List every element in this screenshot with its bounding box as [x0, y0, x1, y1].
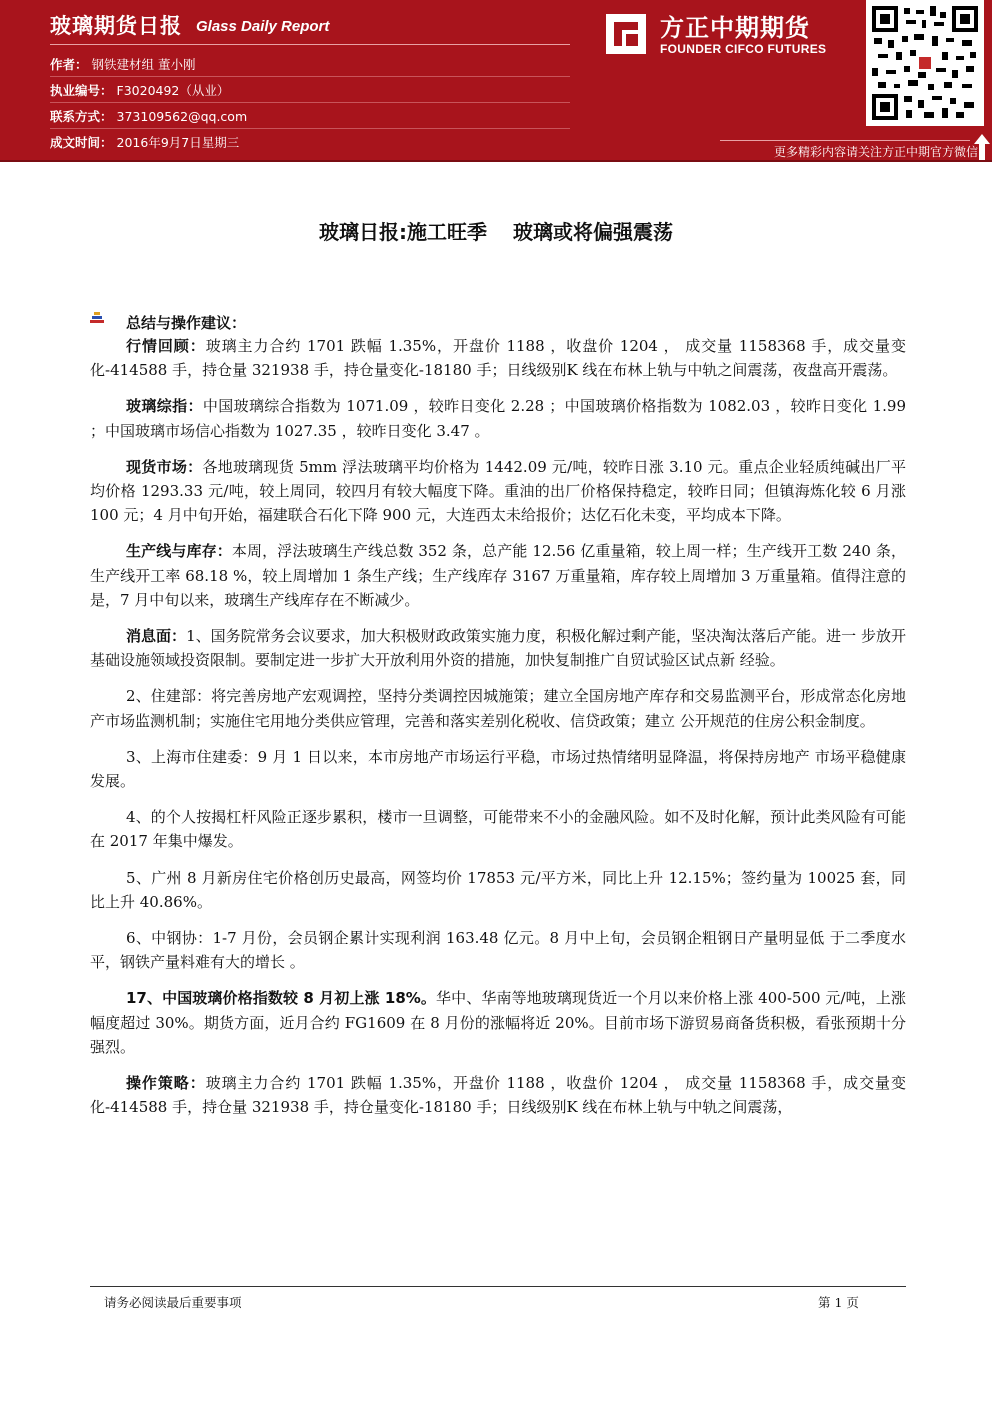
paragraph-text: 1、国务院常务会议要求，加大积极财政政策实施力度，积极化解过剩产能，坚决淘汰落后产能。进一 步放开基础设施领域投资限制。要制定进一步扩大开放利用外资的措施，加快复制推广自贸试验区试点新 经验。 — [90, 627, 906, 670]
up-arrow-icon — [974, 134, 990, 160]
paragraph-text: 玻璃主力合约 1701 跌幅 1.35%，开盘价 1188 ，收盘价 1204 ， 成交量 1158368 手，成交量变化-414588 手，持仓量 321938 手，持仓量变化-18180 手；日线级别K 线在布林上轨与中轨之间震荡， — [90, 1074, 906, 1117]
meta-divider — [50, 128, 570, 129]
meta-value: 钢铁建材组 董小刚 — [91, 57, 196, 72]
report-title-en: Glass Daily Report — [196, 18, 330, 35]
meta-license — [50, 81, 229, 99]
header-bottom-stripe — [0, 160, 992, 162]
paragraph-news — [90, 624, 906, 672]
paragraph-text: 本周，浮法玻璃生产线总数 352 条，总产能 12.56 亿重量箱，较上周一样；生产线开工数 240 条，生产线开工率 68.18 %，较上周增加 1 条生产线；生产线库存 3167 万重量箱，库存较上周增加 3 万重量箱。值得注意的是，7 月中旬以来，玻璃生产线库存在不断减少。 — [90, 542, 906, 609]
report-body — [90, 334, 906, 1131]
paragraph-news-item — [90, 986, 906, 1059]
document-title — [0, 216, 992, 245]
title-part-2: 玻璃或将偏强震荡 — [513, 220, 673, 244]
footer-divider — [90, 1286, 906, 1287]
paragraph-news-item — [90, 805, 906, 853]
report-title-cn: 玻璃期货日报 — [50, 14, 182, 38]
paragraph-text: 3、上海市住建委：9 月 1 日以来，本市房地产市场运行平稳，市场过热情绪明显降温，将保持房地产 市场平稳健康发展。 — [90, 747, 906, 791]
meta-divider — [50, 102, 570, 103]
paragraph-text: 6、中钢协：1-7 月份，会员钢企累计实现利润 163.48 亿元。8 月中上旬，会员钢企粗钢日产量明显低 于二季度水平，钢铁产量料难有大的增长 。 — [90, 929, 906, 972]
paragraph-text: 各地玻璃现货 5mm 浮法玻璃平均价格为 1442.09 元/吨，较昨日涨 3.10 元。重点企业轻质纯碱出厂平均价格 1293.33 元/吨，较上周同，较四月有较大幅度下降。重油的出厂价格保持稳定，较昨日同；但镇海炼化较 6 月涨 100 元；4 月中旬开始，福建联合石化下降 900 元，大连西太未给报价；达亿石化未变，平均成本下降。 — [90, 457, 906, 525]
meta-value: F3020492（从业） — [116, 83, 230, 98]
meta-label: 作者： — [50, 57, 88, 72]
report-header — [0, 0, 992, 162]
founder-logo-icon — [604, 12, 648, 56]
page-number: 第 1 页 — [818, 1295, 859, 1310]
section-heading: 总结与操作建议： — [126, 314, 247, 332]
paragraph-key: 17、中国玻璃价格指数较 8 月初上涨 18%。 — [126, 989, 437, 1008]
paragraph-key: 玻璃综指： — [126, 397, 203, 416]
section-bullet-icon — [90, 312, 104, 326]
paragraph-key: 现货市场： — [126, 457, 203, 476]
qr-code — [866, 0, 984, 126]
paragraph-text: 2、住建部：将完善房地产宏观调控，坚持分类调控因城施策；建立全国房地产库存和交易监测平台，形成常态化房地产市场监测机制；实施住宅用地分类供应管理，完善和落实差别化税收、信贷政策；建立 公开规范的住房公积金制度。 — [90, 687, 906, 730]
paragraph-key: 生产线与库存： — [126, 542, 232, 561]
paragraph-text: 4、的个人按揭杠杆风险正逐步累积，楼市一旦调整，可能带来不小的金融风险。如不及时化解，预计此类风险有可能在 2017 年集中爆发。 — [90, 808, 906, 851]
meta-value: 2016年9月7日星期三 — [116, 135, 240, 150]
logo-text-en: FOUNDER CIFCO FUTURES — [660, 42, 827, 56]
paragraph-news-item — [90, 745, 906, 793]
paragraph-strategy — [90, 1071, 906, 1119]
footer-notice: 请务必阅读最后重要事项 — [104, 1295, 242, 1310]
paragraph-text: 5、广州 8 月新房住宅价格创历史最高，网签均价 17853 元/平方米，同比上升 12.15%；签约量为 10025 套，同比上升 40.86%。 — [90, 868, 906, 911]
title-part-1: 玻璃日报:施工旺季 — [319, 220, 487, 244]
follow-wechat-note: 更多精彩内容请关注方正中期官方微信 — [773, 145, 978, 159]
follow-divider — [720, 140, 970, 141]
paragraph-glass-index — [90, 394, 906, 442]
meta-divider — [50, 76, 570, 77]
meta-label: 成文时间： — [50, 135, 113, 150]
meta-author — [50, 55, 196, 73]
paragraph-news-item — [90, 866, 906, 914]
meta-label: 执业编号： — [50, 83, 113, 98]
paragraph-key: 操作策略： — [126, 1074, 206, 1093]
paragraph-text: 玻璃主力合约 1701 跌幅 1.35%，开盘价 1188 ，收盘价 1204 ， 成交量 1158368 手，成交量变化-414588 手，持仓量 321938 手，持仓量变化-18180 手；日线级别K 线在布林上轨与中轨之间震荡，夜盘高开震荡。 — [90, 337, 906, 380]
meta-value[interactable]: 373109562@qq.com — [116, 109, 248, 124]
paragraph-key: 消息面： — [126, 627, 187, 646]
logo-text-cn: 方正中期期货 — [660, 14, 810, 42]
paragraph-text: 中国玻璃综合指数为 1071.09 ，较昨日变化 2.28 ；中国玻璃价格指数为 1082.03 ，较昨日变化 1.99 ；中国玻璃市场信心指数为 1027.35 ，较昨日变化 3.47 。 — [90, 397, 906, 440]
paragraph-market-review — [90, 334, 906, 382]
paragraph-spot-market — [90, 455, 906, 528]
meta-date — [50, 133, 239, 151]
meta-label: 联系方式： — [50, 109, 113, 124]
meta-contact — [50, 107, 247, 125]
qr-code-icon — [872, 6, 978, 120]
paragraph-news-item — [90, 926, 906, 974]
paragraph-text: 华中、华南等地玻璃现货近一个月以来价格上涨 400-500 元/吨，上涨幅度超过 30%。期货方面，近月合约 FG1609 在 8 月份的涨幅将近 20%。目前市场下游贸易商备货积极，看张预期十分强烈。 — [90, 989, 906, 1056]
title-divider — [50, 44, 570, 45]
paragraph-news-item — [90, 684, 906, 732]
company-logo — [600, 6, 860, 58]
paragraph-production-inventory — [90, 539, 906, 612]
paragraph-key: 行情回顾： — [126, 337, 206, 355]
